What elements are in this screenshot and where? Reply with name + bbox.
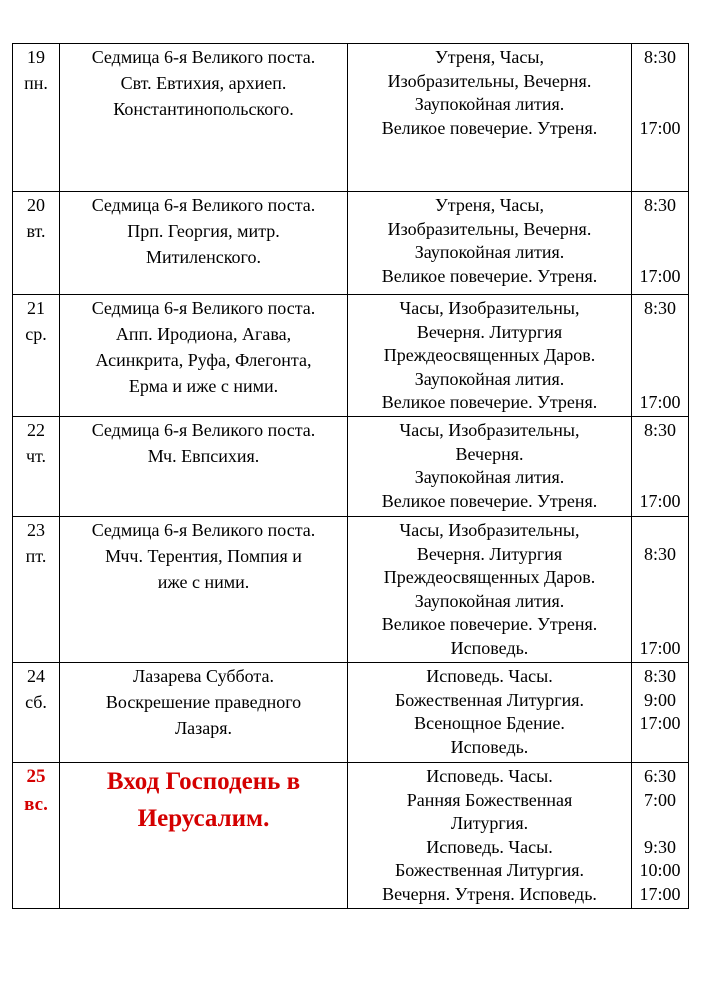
service-time [632, 812, 688, 836]
services-cell [348, 663, 632, 763]
service-time: 8:30 [643, 298, 676, 318]
service-line: Изобразительны, Вечерня. [387, 218, 592, 239]
service-line: Заупокойная лития. [414, 590, 565, 611]
service-line: Преждеосвященных Даров. [383, 345, 596, 365]
service-line: Вечерня. Литургия [416, 543, 563, 564]
schedule-row [13, 295, 689, 417]
service-line: Исповедь. Часы. [426, 766, 553, 786]
service-line: Божественная Литургия. [394, 860, 585, 880]
description-line: Вход Господень в [106, 768, 301, 795]
schedule-row [13, 763, 689, 909]
service-time: 8:30 [643, 420, 676, 440]
date-cell [13, 295, 60, 417]
service-line: Вечерня. Литургия [416, 321, 563, 342]
service-time [632, 70, 688, 94]
service-time [632, 368, 688, 392]
description-cell [60, 663, 348, 763]
service-line: Утреня, Часы, [434, 47, 544, 67]
description-line: Ерма и иже с ними. [128, 376, 279, 396]
date-cell [13, 44, 60, 192]
service-time [632, 218, 688, 242]
description-line: Мч. Евпсихия. [147, 446, 260, 466]
schedule-row [13, 44, 689, 192]
day-number: 22 [27, 420, 45, 440]
service-line: Исповедь. [450, 637, 529, 658]
service-time: 6:30 [643, 766, 676, 786]
service-line: Часы, Изобразительны, [399, 520, 580, 540]
service-time: 8:30 [643, 543, 676, 564]
service-time [632, 443, 688, 467]
service-time: 9:00 [643, 689, 676, 710]
service-time [632, 321, 688, 345]
service-line: Исповедь. Часы. [426, 666, 553, 686]
times-cell [632, 663, 689, 763]
service-line: Великое повечерие. Утреня. [381, 265, 598, 286]
service-line: Преждеосвященных Даров. [383, 567, 596, 587]
description-line: Свт. Евтихия, архиеп. [120, 73, 287, 93]
service-line: Великое повечерие. Утреня. [381, 614, 598, 634]
description-line: Лазарева Суббота. [132, 666, 274, 686]
weekday: чт. [25, 446, 47, 466]
service-line: Великое повечерие. Утреня. [381, 392, 598, 412]
services-cell [348, 192, 632, 295]
day-number: 25 [26, 766, 46, 787]
schedule-row [13, 192, 689, 295]
day-number: 24 [27, 666, 45, 686]
service-time: 7:00 [643, 789, 676, 810]
date-cell [13, 517, 60, 663]
service-line: Заупокойная лития. [414, 368, 565, 389]
day-number: 20 [27, 195, 45, 215]
service-time [632, 590, 688, 614]
schedule-row [13, 663, 689, 763]
service-time: 8:30 [643, 195, 676, 215]
services-cell [348, 417, 632, 517]
service-time: 9:30 [643, 836, 676, 857]
schedule-table [12, 43, 689, 909]
description-line: Прп. Георгия, митр. [127, 221, 280, 241]
service-time: 17:00 [639, 713, 681, 733]
service-line: Великое повечерие. Утреня. [381, 117, 598, 138]
service-time: 8:30 [643, 666, 676, 686]
service-time: 17:00 [639, 392, 681, 412]
services-cell [348, 44, 632, 192]
description-line: Воскрешение праведного [105, 692, 302, 712]
description-line: Лазаря. [174, 718, 233, 738]
schedule-row [13, 417, 689, 517]
service-time: 17:00 [639, 117, 681, 138]
schedule-body [13, 44, 689, 909]
service-time [632, 613, 688, 637]
service-time: 10:00 [639, 860, 681, 880]
services-cell [348, 763, 632, 909]
date-cell [13, 663, 60, 763]
description-line: Асинкрита, Руфа, Флегонта, [95, 350, 312, 370]
service-line: Ранняя Божественная [406, 789, 573, 810]
services-cell [348, 517, 632, 663]
description-line: Седмица 6-я Великого поста. [91, 520, 316, 540]
service-line: Заупокойная лития. [414, 467, 565, 487]
description-line: Седмица 6-я Великого поста. [91, 47, 316, 67]
description-line: Константинопольского. [113, 99, 294, 119]
service-time: 17:00 [639, 637, 681, 658]
schedule-row [13, 517, 689, 663]
service-line: Вечерня. [455, 443, 524, 464]
times-cell [632, 517, 689, 663]
day-number: 21 [27, 298, 45, 318]
weekday: вт. [26, 221, 46, 241]
service-line: Заупокойная лития. [414, 242, 565, 262]
date-cell [13, 192, 60, 295]
weekday: пн. [24, 73, 48, 93]
service-line: Божественная Литургия. [394, 689, 585, 710]
service-time [632, 736, 688, 760]
service-line: Часы, Изобразительны, [399, 298, 580, 318]
description-line: Седмица 6-я Великого поста. [91, 420, 316, 440]
description-cell [60, 417, 348, 517]
times-cell [632, 763, 689, 909]
service-time [632, 466, 688, 490]
date-cell [13, 763, 60, 909]
description-cell [60, 517, 348, 663]
service-line: Заупокойная лития. [414, 94, 565, 114]
service-time: 8:30 [643, 47, 676, 67]
service-line: Изобразительны, Вечерня. [387, 70, 592, 91]
service-line: Исповедь. [450, 736, 529, 757]
service-time: 17:00 [639, 265, 681, 286]
service-time: 17:00 [639, 490, 681, 511]
description-line: Апп. Иродиона, Агава, [115, 324, 292, 344]
times-cell [632, 295, 689, 417]
day-number: 23 [27, 520, 45, 540]
description-line: Мчч. Терентия, Помпия и [105, 546, 302, 566]
service-line: Вечерня. Утреня. Исповедь. [382, 883, 597, 904]
service-line: Исповедь. Часы. [426, 836, 553, 857]
service-time [632, 519, 688, 543]
service-line: Всенощное Бдение. [414, 713, 565, 733]
services-cell [348, 295, 632, 417]
times-cell [632, 44, 689, 192]
description-cell [60, 44, 348, 192]
times-cell [632, 417, 689, 517]
weekday: пт. [25, 546, 47, 566]
service-line: Литургия. [450, 813, 529, 833]
service-line: Утреня, Часы, [434, 195, 544, 215]
service-time [632, 241, 688, 265]
times-cell [632, 192, 689, 295]
service-time [632, 566, 688, 590]
weekday: вс. [24, 794, 48, 815]
service-line: Великое повечерие. Утреня. [381, 490, 598, 511]
description-cell [60, 192, 348, 295]
service-time [632, 93, 688, 117]
description-line: Иерусалим. [137, 805, 270, 832]
description-line: Митиленского. [146, 247, 261, 267]
service-time [632, 344, 688, 368]
description-cell [60, 295, 348, 417]
description-line: Седмица 6-я Великого поста. [91, 298, 316, 318]
day-number: 19 [27, 47, 45, 67]
description-line: Седмица 6-я Великого поста. [91, 195, 316, 215]
description-line: иже с ними. [157, 572, 250, 592]
description-cell [60, 763, 348, 909]
service-line: Часы, Изобразительны, [399, 420, 580, 440]
service-time: 17:00 [639, 883, 681, 904]
weekday: ср. [25, 324, 47, 344]
date-cell [13, 417, 60, 517]
weekday: сб. [25, 692, 47, 712]
